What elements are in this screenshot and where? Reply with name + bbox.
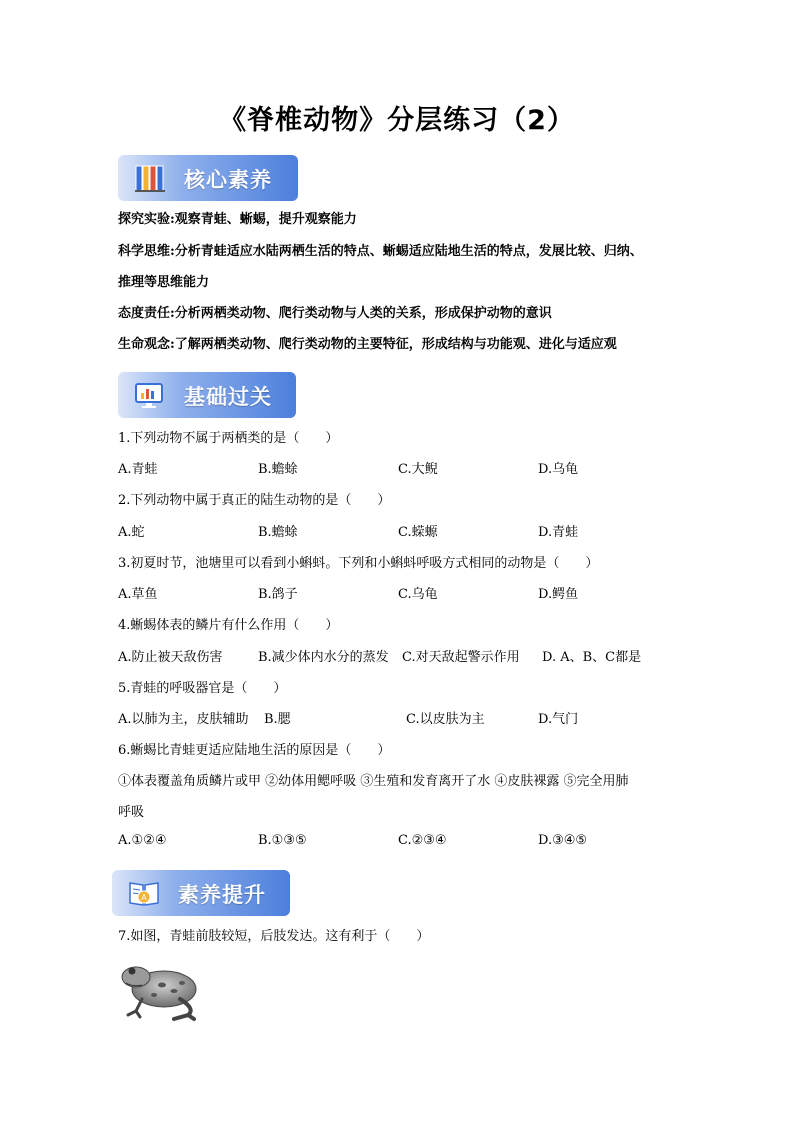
question-1-option-d: D.乌龟	[538, 462, 579, 477]
books-icon	[134, 162, 166, 194]
reading-book-icon	[128, 877, 160, 909]
question-7-stem: 7.如图，青蛙前肢较短，后肢发达。这有利于（ ）	[118, 929, 430, 944]
core-line-4: 态度责任:分析两栖类动物、爬行类动物与人类的关系，形成保护动物的意识	[118, 306, 552, 321]
question-5-stem: 5.青蛙的呼吸器官是（ ）	[118, 681, 287, 696]
question-1-option-b: B.蟾蜍	[258, 462, 298, 477]
core-line-3: 推理等思维能力	[118, 275, 210, 290]
question-6-option-d: D.③④⑤	[538, 833, 588, 848]
section-label-advance: 素养提升	[178, 883, 266, 907]
question-1-stem: 1.下列动物不属于两栖类的是（ ）	[118, 431, 339, 446]
question-3-option-a: A.草鱼	[118, 587, 158, 602]
question-4-stem: 4.蜥蜴体表的鳞片有什么作用（ ）	[118, 618, 339, 633]
section-label-basic: 基础过关	[184, 385, 272, 409]
question-1-option-c: C.大鲵	[398, 462, 438, 477]
question-6-option-a: A.①②④	[118, 833, 167, 848]
question-3-option-b: B.鸽子	[258, 587, 298, 602]
frog-image	[118, 955, 202, 1023]
page-title: 《脊椎动物》分层练习（2）	[219, 105, 575, 136]
core-line-1: 探究实验:观察青蛙、蜥蜴，提升观察能力	[118, 212, 357, 227]
question-4-option-c: C.对天敌起警示作用	[402, 650, 520, 665]
question-5-option-c: C.以皮肤为主	[406, 712, 485, 727]
computer-chart-icon	[134, 379, 166, 411]
question-6-stem: 6.蜥蜴比青蛙更适应陆地生活的原因是（ ）	[118, 743, 391, 758]
svg-text:A: A	[141, 893, 147, 902]
section-banner-advance	[112, 870, 290, 916]
question-1-option-a: A.青蛙	[118, 462, 158, 477]
section-label-core: 核心素养	[184, 168, 272, 192]
question-3-stem: 3.初夏时节，池塘里可以看到小蝌蚪。下列和小蝌蚪呼吸方式相同的动物是（ ）	[118, 556, 599, 571]
section-banner-basic	[118, 372, 296, 418]
core-line-5: 生命观念:了解两栖类动物、爬行类动物的主要特征，形成结构与功能观、进化与适应观	[118, 337, 617, 352]
question-3-option-d: D.鳄鱼	[538, 587, 579, 602]
question-5-option-b: B.腮	[264, 712, 291, 727]
section-banner-core	[118, 155, 298, 201]
question-5-option-d: D.气门	[538, 712, 579, 727]
question-6-option-c: C.②③④	[398, 833, 447, 848]
question-3-option-c: C.乌龟	[398, 587, 438, 602]
question-6-statements-line-2: 呼吸	[118, 805, 145, 820]
question-2-stem: 2.下列动物中属于真正的陆生动物的是（ ）	[118, 493, 391, 508]
question-5-option-a: A.以肺为主，皮肤辅助	[118, 712, 249, 727]
question-2-option-a: A.蛇	[118, 525, 145, 540]
question-4-option-b: B.减少体内水分的蒸发	[258, 650, 389, 665]
core-line-2: 科学思维:分析青蛙适应水陆两栖生活的特点、蜥蜴适应陆地生活的特点，发展比较、归纳、	[118, 244, 643, 259]
question-4-option-d: D. A、B、C都是	[542, 650, 642, 665]
question-2-option-d: D.青蛙	[538, 525, 579, 540]
question-6-statements-line-1: ①体表覆盖角质鳞片或甲 ②幼体用鳃呼吸 ③生殖和发育离开了水 ④皮肤裸露 ⑤完全用肺	[118, 774, 629, 789]
question-4-option-a: A.防止被天敌伤害	[118, 650, 223, 665]
question-6-option-b: B.①③⑤	[258, 833, 307, 848]
question-2-option-c: C.蝾螈	[398, 525, 438, 540]
question-2-option-b: B.蟾蜍	[258, 525, 298, 540]
